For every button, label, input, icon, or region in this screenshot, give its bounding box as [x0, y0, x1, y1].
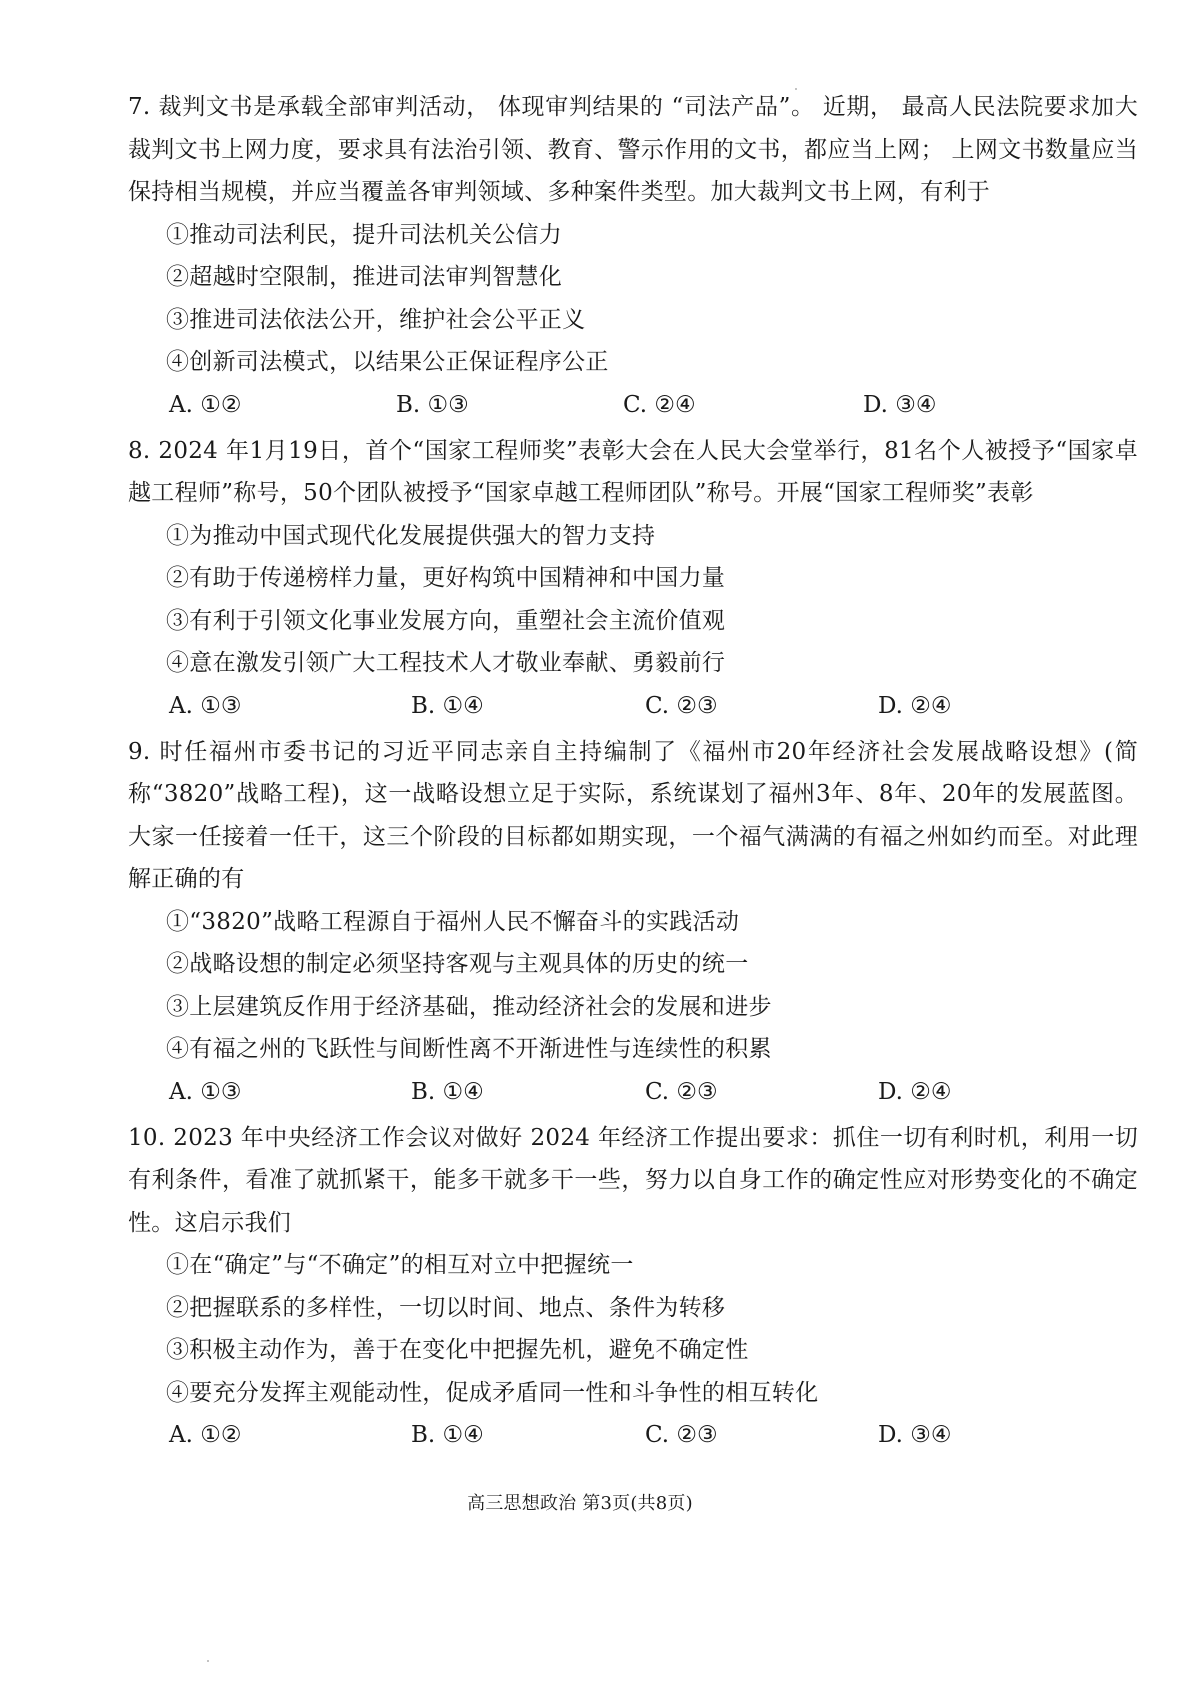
choice-c: C. ②③: [645, 692, 718, 719]
choice-b: B. ①④: [411, 692, 484, 719]
question-9: [128, 731, 1138, 1113]
answer-choices: [128, 1414, 1138, 1456]
choice-b: B. ①③: [396, 391, 469, 418]
choice-a: A. ①②: [169, 1422, 242, 1448]
page-footer: [0, 1489, 1200, 1515]
statement-3: ③积极主动作为，善于在变化中把握先机，避免不确定性: [166, 1337, 749, 1363]
choice-b: B. ①④: [411, 1422, 484, 1448]
question-stem: 7. 裁判文书是承载全部审判活动， 体现审判结果的 “司法产品”。 近期， 最高人民法院要求加大裁判文书上网力度，要求具有法治引领、教育、警示作用的文书，都应当上网； 上网文书数量应当保持相当规模，并应当覆盖各审判领域、多种案件类型。加大裁判文书上网，有利于: [128, 94, 1138, 205]
choice-a: A. ①②: [169, 391, 242, 418]
choice-b: B. ①④: [411, 1078, 484, 1105]
answer-choices: [128, 1071, 1138, 1113]
question-stem: 8. 2024 年1月19日，首个“国家工程师奖”表彰大会在人民大会堂举行，81名个人被授予“国家卓越工程师”称号，50个团队被授予“国家卓越工程师团队”称号。开展“国家工程师奖”表彰: [128, 437, 1138, 506]
choice-d: D. ②④: [878, 692, 952, 719]
answer-choices: [128, 685, 1138, 727]
choice-c: C. ②③: [645, 1422, 718, 1448]
statement-4: ④有福之州的飞跃性与间断性离不开渐进性与连续性的积累: [166, 1036, 772, 1062]
choice-c: C. ②④: [623, 391, 696, 418]
statement-1: ①为推动中国式现代化发展提供强大的智力支持: [166, 522, 656, 549]
choice-a: A. ①③: [169, 692, 242, 719]
question-7: [128, 86, 1138, 426]
choice-c: C. ②③: [645, 1078, 718, 1105]
choice-d: D. ③④: [878, 1422, 952, 1448]
footer-text: 高三思想政治 第3页(共8页): [467, 1493, 693, 1514]
choice-a: A. ①③: [169, 1078, 242, 1105]
statement-1: ①在“确定”与“不确定”的相互对立中把握统一: [166, 1252, 634, 1278]
statement-2: ②有助于传递榜样力量，更好构筑中国精神和中国力量: [166, 565, 726, 591]
question-10: [128, 1117, 1138, 1457]
statement-2: ②战略设想的制定必须坚持客观与主观具体的历史的统一: [166, 951, 749, 977]
question-list: [128, 86, 1138, 1460]
question-stem: 10. 2023 年中央经济工作会议对做好 2024 年经济工作提出要求：抓住一切有利时机，利用一切有利条件，看准了就抓紧干，能多干就多干一些，努力以自身工作的确定性应对形势变化的不确定性。这启示我们: [128, 1124, 1138, 1236]
statement-4: ④创新司法模式，以结果公正保证程序公正: [166, 349, 609, 375]
choice-d: D. ②④: [878, 1078, 952, 1105]
statement-3: ③上层建筑反作用于经济基础，推动经济社会的发展和进步: [166, 993, 772, 1020]
statement-3: ③有利于引领文化事业发展方向，重塑社会主流价值观: [166, 607, 726, 634]
question-stem: 9. 时任福州市委书记的习近平同志亲自主持编制了《福州市20年经济社会发展战略设想》(简称“3820”战略工程)，这一战略设想立足于实际，系统谋划了福州3年、8年、20年的发展蓝图。大家一任接着一任干，这三个阶段的目标都如期实现，一个福气满满的有福之州如约而至。对此理解正确的有: [128, 738, 1138, 892]
statement-1: ①推动司法利民，提升司法机关公信力: [166, 221, 563, 248]
statement-4: ④要充分发挥主观能动性，促成矛盾同一性和斗争性的相互转化: [166, 1379, 819, 1406]
statement-4: ④意在激发引领广大工程技术人才敬业奉献、勇毅前行: [166, 650, 726, 676]
statement-1: ①“3820”战略工程源自于福州人民不懈奋斗的实践活动: [166, 908, 740, 935]
choice-d: D. ③④: [863, 391, 937, 418]
scan-speck: [207, 1660, 209, 1662]
statement-3: ③推进司法依法公开，维护社会公平正义: [166, 306, 586, 333]
statement-2: ②把握联系的多样性，一切以时间、地点、条件为转移: [166, 1294, 726, 1321]
statement-2: ②超越时空限制，推进司法审判智慧化: [166, 264, 563, 290]
scan-speck: [795, 88, 797, 90]
answer-choices: [128, 384, 1138, 426]
question-8: [128, 430, 1138, 727]
